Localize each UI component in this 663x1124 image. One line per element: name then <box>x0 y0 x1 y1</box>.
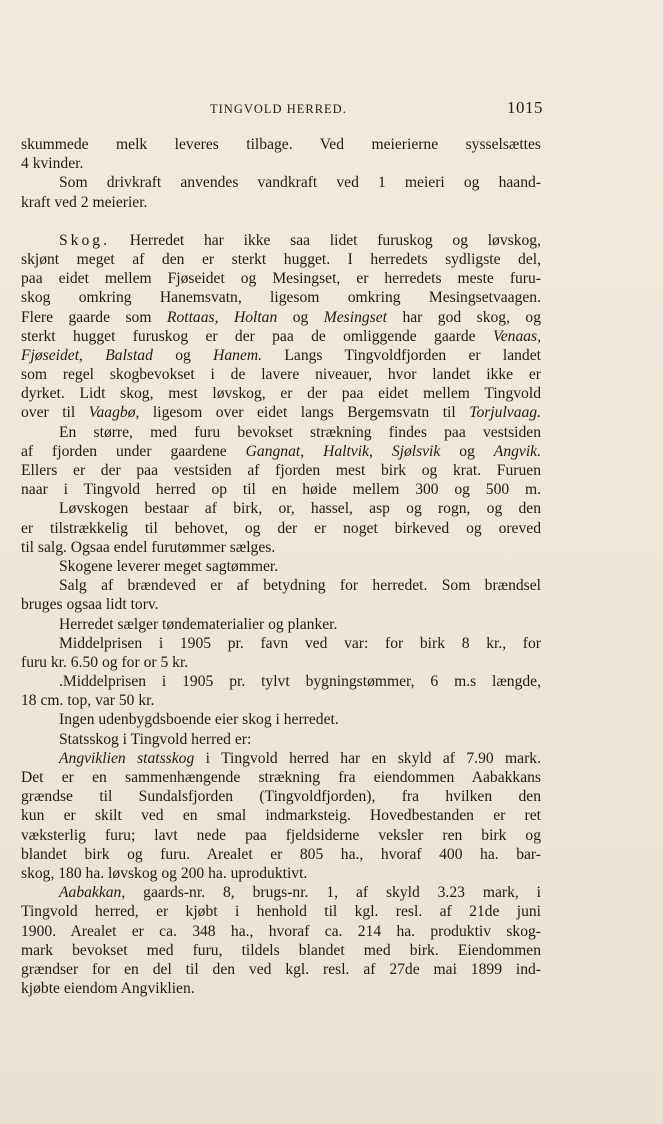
text-line: Salg af brændeved er af betydning for herredet. Som brændsel <box>59 577 541 595</box>
text-line: naar i Tingvold herred op til en høide mellem 300 og 500 m. <box>21 481 541 499</box>
page-header <box>0 98 663 122</box>
place-name: Gangnat, <box>245 442 305 460</box>
text-line: skog omkring Hanemsvatn, ligesom omkring Mesingsetvaagen. <box>21 289 541 307</box>
text-segment: af fjorden under gaardene <box>21 442 227 460</box>
place-name: Torjulvaag. <box>469 404 541 422</box>
place-name: Aabakkan, <box>59 884 126 902</box>
text-line: Ingen udenbygdsboende eier skog i herredet. <box>59 711 339 729</box>
text-line: .Middelprisen i 1905 pr. tylvt bygningstømmer, 6 m.s længde, <box>59 673 541 691</box>
section-heading: Skog. <box>59 231 110 249</box>
text-line <box>21 442 541 461</box>
text-line: Tingvold herred, er kjøbt i henhold til kgl. resl. af 21de juni <box>21 903 541 921</box>
text-line <box>21 231 541 250</box>
text-line: paa eidet mellem Fjøseidet og Mesingset, er herredets meste furu- <box>21 270 541 288</box>
text-line: skjønt meget af den er sterkt hugget. I herredets sydligste del, <box>21 250 541 268</box>
text-line <box>21 346 541 365</box>
text-line: grændse til Sundalsfjorden (Tingvoldfjorden), fra hvilken den <box>21 788 541 806</box>
place-name: Mesingset <box>323 308 387 326</box>
text-segment: Flere gaarde som <box>21 308 152 326</box>
text-line: furu kr. 6.50 og for or 5 kr. <box>21 653 189 671</box>
text-line: væksterlig furu; lavt nede paa fjeldsiderne veksler ren birk og <box>21 826 541 844</box>
text-segment: sterkt hugget furuskog er der paa de omliggende gaarde <box>21 327 476 345</box>
place-name: Sjølsvik <box>391 442 441 460</box>
text-line: Løvskogen bestaar af birk, or, hassel, asp og rogn, og den <box>59 500 541 518</box>
text-line: Herredet sælger tøndematerialier og planker. <box>59 615 338 633</box>
paragraph-gap <box>21 212 541 231</box>
place-name: Fjøseidet, <box>21 346 83 364</box>
text-line: bruges ogsaa lidt torv. <box>21 596 159 614</box>
text-line: Middelprisen i 1905 pr. favn ved var: for birk 8 kr., for <box>59 634 541 652</box>
text-segment: over til <box>21 404 76 422</box>
text-line: grændser for en del til den ved kgl. resl. af 27de mai 1899 ind- <box>21 960 541 978</box>
text-line: En større, med furu bevokset strækning findes paa vestsiden <box>59 423 541 441</box>
text-line: kraft ved 2 meierier. <box>21 193 148 211</box>
text-line <box>21 749 541 768</box>
place-name: Balstad <box>105 346 153 364</box>
text-segment: gaards-nr. 8, brugs-nr. 1, af skyld 3.23 mark, i <box>143 884 541 902</box>
text-line: skummede melk leveres tilbage. Ved meierierne sysselsættes <box>21 136 541 153</box>
text-line: mark bevokset med furu, tildels blandet med birk. Eiendommen <box>21 941 541 959</box>
place-name: Vaagbø, <box>88 404 140 422</box>
text-line <box>21 327 541 346</box>
text-segment: og <box>175 346 191 364</box>
text-line: 1900. Arealet er ca. 348 ha., hvoraf ca. 214 ha. produktiv skog- <box>21 922 541 940</box>
text-line: dyrket. Lidt skog, mest løvskog, er der paa eidet mellem Tingvold <box>21 385 541 403</box>
text-segment: og <box>459 442 475 460</box>
place-name: Haltvik, <box>323 442 373 460</box>
text-line: er tilstrækkelig til behovet, og der er noget birkeved og oreved <box>21 519 541 537</box>
text-segment: Herredet har ikke saa lidet furuskog og løvskog, <box>129 231 541 249</box>
text-line: Som drivkraft anvendes vandkraft ved 1 meieri og haand- <box>59 174 541 192</box>
text-line: blandet birk og furu. Arealet er 805 ha., hvoraf 400 ha. bar- <box>21 845 541 863</box>
place-name: Angviklien statsskog <box>59 749 195 767</box>
text-line <box>21 403 541 422</box>
text-line: som regel skogbevokset i de lavere niveauer, hvor landet ikke er <box>21 366 541 384</box>
text-segment: og <box>292 308 309 326</box>
page-body <box>21 135 541 998</box>
text-line: 4 kvinder. <box>21 155 84 173</box>
text-line: kun er skilt ved en smal indmarksteig. Hovedbestanden er ret <box>21 807 541 825</box>
text-line: skog, 180 ha. løvskog og 200 ha. uproduktivt. <box>21 864 308 882</box>
text-line: 18 cm. top, var 50 kr. <box>21 692 155 710</box>
text-line <box>21 883 541 902</box>
text-segment: har god skog, og <box>402 308 541 326</box>
place-name: Rottaas, <box>166 308 219 326</box>
text-segment: i Tingvold herred har en skyld af 7.90 mark. <box>205 749 541 767</box>
text-line: til salg. Ogsaa endel furutømmer sælges. <box>21 538 276 556</box>
text-line: Det er en sammenhængende strækning fra eiendommen Aabakkans <box>21 769 541 786</box>
text-line: kjøbte eiendom Angviklien. <box>21 980 195 998</box>
running-head: TINGVOLD HERRED. <box>210 102 347 116</box>
page-number: 1015 <box>507 98 543 117</box>
text-segment: Langs Tingvoldfjorden er landet <box>284 346 541 364</box>
place-name: Hanem. <box>213 346 263 364</box>
text-line: Skogene leverer meget sagtømmer. <box>59 557 279 575</box>
text-line: Statsskog i Tingvold herred er: <box>59 730 252 748</box>
place-name: Venaas, <box>492 327 541 345</box>
text-segment: ligesom over eidet langs Bergemsvatn til <box>152 404 456 422</box>
place-name: Angvik. <box>493 442 541 460</box>
text-line <box>21 308 541 327</box>
place-name: Holtan <box>233 308 278 326</box>
text-line: Ellers er der paa vestsiden af fjorden mest birk og krat. Furuen <box>21 462 541 479</box>
